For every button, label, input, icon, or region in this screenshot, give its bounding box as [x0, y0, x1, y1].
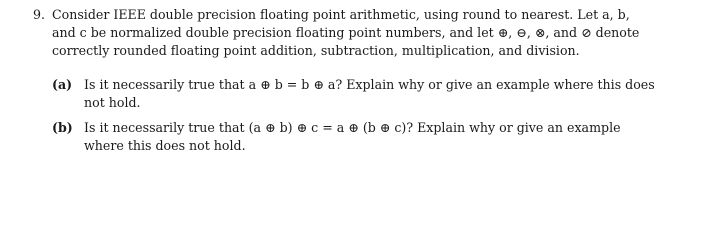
part-a-text-line-2: not hold.	[84, 95, 141, 110]
part-b-text-line-2: where this does not hold.	[84, 138, 246, 153]
problem-text-line-1: Consider IEEE double precision floating point arithmetic, using round to nearest. Let a, b,	[52, 7, 630, 22]
part-b-label: (b)	[52, 120, 73, 135]
part-b-text-line-1: Is it necessarily true that (a ⊕ b) ⊕ c = a ⊕ (b ⊕ c)? Explain why or give an example	[84, 120, 621, 135]
problem-text-line-3: correctly rounded floating point addition, subtraction, multiplication, and division.	[52, 43, 580, 58]
part-a-text-line-1: Is it necessarily true that a ⊕ b = b ⊕ a? Explain why or give an example where this does	[84, 77, 655, 92]
problem-number: 9.	[33, 7, 46, 22]
problem-text-line-2: and c be normalized double precision floating point numbers, and let ⊕, ⊖, ⊗, and ⊘ denote	[52, 25, 640, 40]
part-a-label: (a)	[52, 77, 73, 92]
